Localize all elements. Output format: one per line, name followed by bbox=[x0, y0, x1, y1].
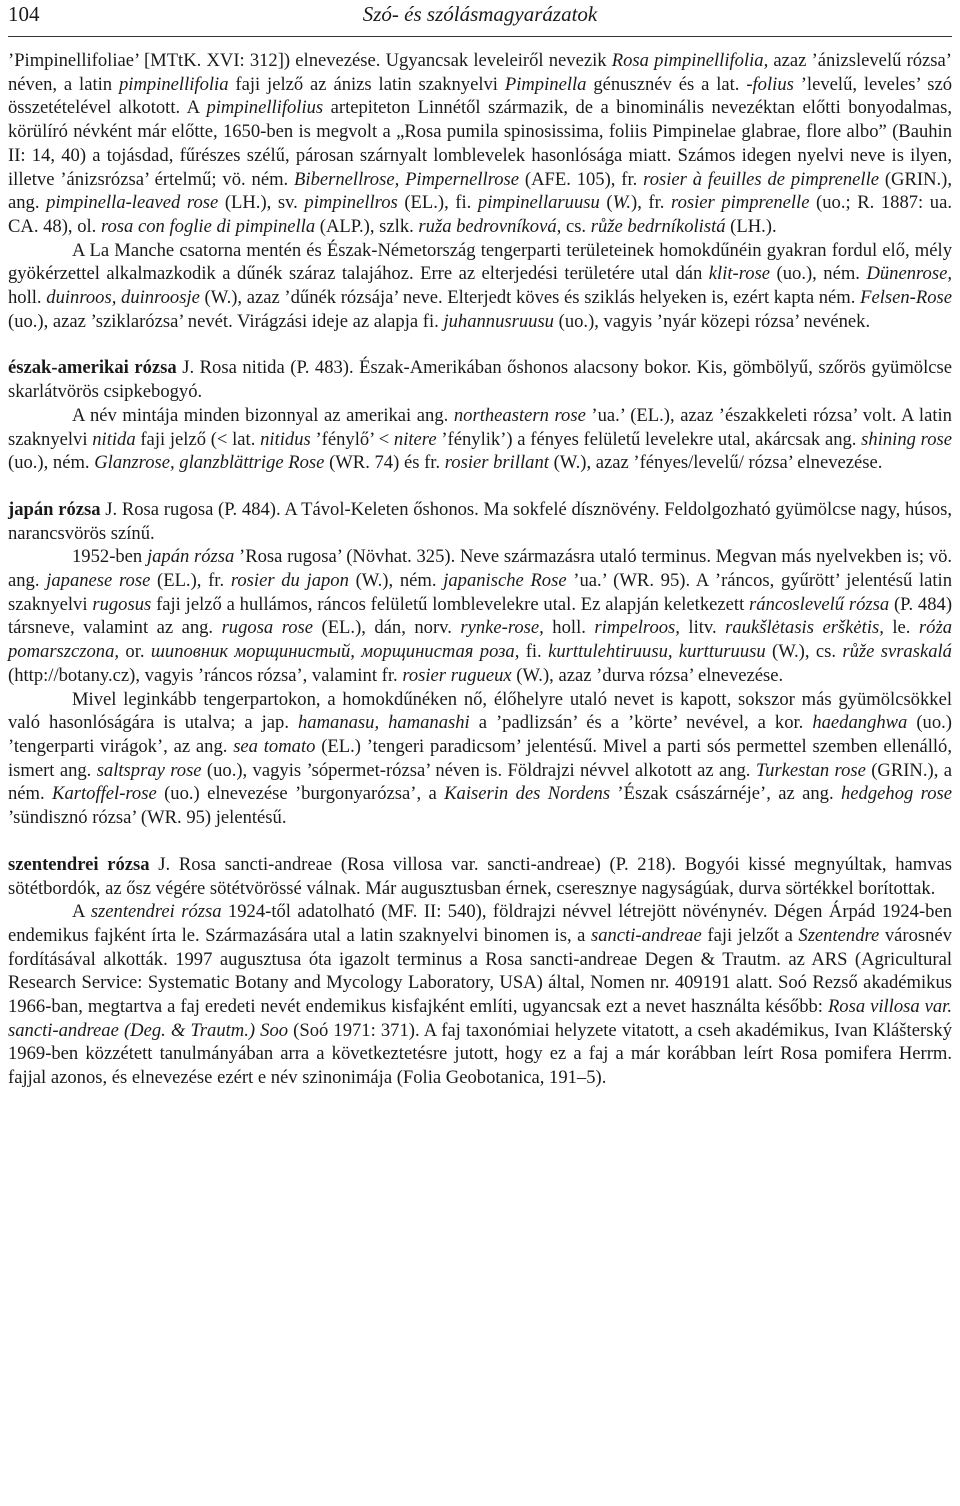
text-run: (uo.), vagyis ’sópermet-rózsa’ néven is. Földrajzi névvel alkotott az ang. bbox=[201, 759, 756, 781]
italic-term: japanische Rose bbox=[443, 570, 567, 592]
italic-term: rugosa rose bbox=[221, 617, 314, 639]
text-run: ’Rosa rugosa’ (Növhat. 325). Neve származásra utaló terminus. Megvan más nyelvekben is; vö. ang. bbox=[8, 546, 953, 592]
entry-separator bbox=[8, 333, 952, 356]
text-run: (uo.; R. 1887: ua. CA. 48), ol. bbox=[8, 192, 952, 237]
text-run: holl. bbox=[8, 287, 47, 309]
text-run: (W.), azaz ’dűnék rózsája’ neve. Elterjedt köves és sziklás helyeken is, ezért kapta ném. bbox=[199, 287, 861, 309]
text-run: (W.), cs. bbox=[765, 641, 843, 663]
text-run: (EL.), fi. bbox=[397, 192, 478, 214]
text-run: (W.), azaz ’durva rózsa’ elnevezése. bbox=[511, 664, 784, 686]
italic-term: japán rózsa bbox=[146, 546, 235, 568]
text-run: ’sündisznó rózsa’ (WR. 95) jelentésű. bbox=[8, 807, 287, 829]
text-run: J. Rosa sancti-andreae (Rosa villosa var. sancti-andreae) (P. 218). Bogyói kissé megnyúltak, hamvas sötétbordók, az ősz végére sötétvörössé válnak. Már augusztusban érnek, cseresznye nagyságúak, durva sörtékkel borítottak. bbox=[8, 853, 953, 899]
italic-term: duinroos, duinroosje bbox=[46, 287, 200, 309]
text-run: J. Rosa nitida (P. 483). Észak-Amerikában őshonos alacsony bokor. Kis, gömbölyű, szőrös gyümölcse skarlátvörös csipkebogyó. bbox=[8, 357, 952, 403]
italic-term: haedanghwa bbox=[812, 712, 908, 734]
italic-term: pimpinellifolius bbox=[206, 97, 324, 119]
entry-headword: észak-amerikai rózsa bbox=[8, 357, 177, 379]
italic-term: rosier pimprenelle bbox=[671, 192, 810, 214]
italic-term: rugosus bbox=[92, 593, 152, 615]
text-run: városnév fordításával alkották. 1997 augusztusa óta igazolt terminus a Rosa sancti-andreae Degen & Trautm. az ARS (Agricultural Research Service: Systematic Botany and Mycology Laboratory, USA) által, Nomen nr. 409191 alatt. Soó Rezső akadémikus 1966-ban, megtartva a faj eredeti nevét endemikus kisfajként említi, ugyancsak ezt a nevet használta később: bbox=[8, 924, 952, 1018]
text-run: (WR. 74) és fr. bbox=[324, 452, 445, 474]
italic-term: sea tomato bbox=[233, 735, 316, 757]
italic-term: pimpinella-leaved rose bbox=[46, 192, 219, 214]
text-run: ’levelű, leveles’ szó összetételével alkotott. A bbox=[8, 73, 952, 119]
text-run: (GRIN.), a ném. bbox=[8, 759, 952, 805]
text-run: (LH.). bbox=[725, 215, 777, 237]
italic-term: shining rose bbox=[861, 428, 952, 450]
text-run: or. bbox=[119, 641, 151, 663]
italic-term: Felsen-Rose bbox=[860, 287, 952, 309]
text-run: azaz ’ánizslevelű rózsa’ néven, a latin bbox=[8, 50, 952, 95]
text-run: (W.), azaz ’fényes/levelű/ rózsa’ elnevezése. bbox=[548, 452, 883, 474]
text-run: faji jelző a hullámos, ráncos felületű lomblevelekre utal. Ez alapján keletkezett bbox=[151, 593, 750, 615]
text-run: A név mintája minden bizonnyal az amerikai ang. bbox=[72, 404, 454, 426]
text-run: ( bbox=[599, 192, 613, 214]
italic-term: ruža bedrovníková, bbox=[418, 215, 562, 237]
text-run: (W.), ném. bbox=[348, 570, 444, 592]
italic-term: rosier du japon bbox=[230, 570, 349, 592]
italic-term: nitidus bbox=[260, 428, 311, 450]
text-run: Mivel leginkább tengerpartokon, a homokdűnéken nő, élőhelyre utaló nevet is kapott, sokszor más gyümölcsökkel való hasonlóságára is utalva; a jap. bbox=[8, 688, 952, 734]
text-run: ’fénylő’ < bbox=[310, 428, 394, 450]
text-run: (GRIN.), ang. bbox=[8, 168, 952, 214]
italic-term: rimpelroos, bbox=[594, 617, 680, 639]
text-run: (EL.), dán, norv. bbox=[313, 617, 461, 639]
text-run: génusznév és a lat. bbox=[586, 73, 747, 95]
text-run: (Soó 1971: 371). A faj taxonómiai helyzete vitatott, a cseh akadémikus, Ivan Klášterský 1969-ben közzétett tanulmányában arra a következtetésre jutott, hogy ez a faj a már korábban leírt Rosa pomifera Herrm. fajjal azonos, és elnevezése ezért e név szinonimája (Folia Geobotanica, 191–5). bbox=[8, 1019, 952, 1089]
paragraph bbox=[8, 239, 952, 334]
paragraph bbox=[8, 545, 952, 687]
paragraph bbox=[8, 49, 952, 239]
text-run: (http://botany.cz), vagyis ’ráncos rózsa’, valamint fr. bbox=[8, 664, 403, 686]
text-run: A La Manche csatorna mentén és Észak-Németország tengerparti területeinek homokdűnéin gyakran fordul elő, mély gyökérzettel alkalmazkodik a dűnék száraz talajához. Erre az elterjedési területére utal dán bbox=[8, 239, 952, 285]
italic-term: szentendrei rózsa bbox=[90, 901, 222, 923]
italic-term: pimpinellaruusu bbox=[477, 192, 600, 214]
italic-term: Turkestan rose bbox=[755, 759, 866, 781]
italic-term: northeastern rose bbox=[453, 404, 586, 426]
text-run: (ALP.), szlk. bbox=[315, 215, 419, 237]
italic-term: Kartoffel-rose bbox=[52, 783, 157, 805]
text-run: 1924-től adatolható (MF. II: 540), földrajzi névvel létrejött növénynév. Dégen Árpád 1924-ben endemikus fajként írta le. Származására utal a latin szaknyelvi binomen is, a bbox=[8, 901, 952, 946]
header-rule bbox=[8, 36, 952, 37]
text-run: ), fr. bbox=[631, 192, 672, 214]
article-body bbox=[8, 49, 952, 1090]
italic-term: шиповник морщинистый, морщинистая роза, bbox=[150, 641, 520, 663]
paragraph bbox=[8, 900, 952, 1090]
entry-separator bbox=[8, 475, 952, 498]
text-run: (uo.) elnevezése ’burgonyarózsa’, a bbox=[156, 783, 445, 805]
italic-term: juhannusruusu bbox=[443, 310, 554, 332]
italic-term: růže bedrníkolistá bbox=[590, 215, 726, 237]
italic-term: klit-rose bbox=[708, 263, 771, 285]
italic-term: pimpinellros bbox=[304, 192, 398, 214]
italic-term: rynke-rose, bbox=[460, 617, 544, 639]
italic-term: róża pomarszczona, bbox=[8, 617, 952, 663]
text-run: (LH.), sv. bbox=[218, 192, 305, 214]
paragraph bbox=[8, 853, 952, 900]
text-run: 1952-ben bbox=[72, 546, 147, 568]
text-run: (P. 484) társneve, valamint az ang. bbox=[8, 593, 953, 639]
text-run: cs. bbox=[561, 215, 591, 237]
italic-term: ráncoslevelű rózsa bbox=[749, 593, 890, 615]
page-header bbox=[8, 0, 952, 36]
text-run: faji jelzőt a bbox=[701, 924, 799, 946]
italic-term: Bibernellrose, Pimpernellrose bbox=[294, 168, 520, 190]
text-run: ’ua.’ (WR. 95). A ’ráncos, gyűrött’ jelentésű latin szaknyelvi bbox=[8, 570, 952, 615]
text-run: ’fénylik’) a fényes felületű levelekre utal, akárcsak ang. bbox=[436, 428, 862, 450]
paragraph bbox=[8, 498, 952, 545]
text-run: (uo.), ném. bbox=[770, 263, 867, 285]
text-run: a ’padlizsán’ és a ’körte’ nevével, a kor. bbox=[469, 712, 813, 734]
entry-headword: japán rózsa bbox=[8, 498, 101, 520]
text-run: ’ua.’ (EL.), azaz ’északkeleti rózsa’ volt. A latin szaknyelvi bbox=[8, 404, 952, 450]
paragraph bbox=[8, 404, 952, 475]
paragraph bbox=[8, 688, 952, 830]
italic-term: rosa con foglie di pimpinella bbox=[100, 215, 316, 237]
italic-term: Glanzrose, glanzblättrige Rose bbox=[94, 452, 325, 474]
text-run: (uo.), ném. bbox=[8, 452, 95, 474]
text-run: fi. bbox=[519, 641, 549, 663]
italic-term: růže svraskalá bbox=[842, 641, 952, 663]
italic-term: rosier à feuilles de pimprenelle bbox=[643, 168, 879, 190]
italic-term: Rosa villosa var. sancti-andreae (Deg. & Trautm.) Soo bbox=[8, 996, 952, 1041]
italic-term: hedgehog rose bbox=[841, 783, 952, 805]
text-run: faji jelző (< lat. bbox=[135, 428, 261, 450]
italic-term: sancti-andreae bbox=[590, 924, 702, 946]
italic-term: Szentendre bbox=[798, 924, 880, 946]
italic-term: nitere bbox=[393, 428, 437, 450]
italic-term: raukšlėtasis erškėtis, bbox=[725, 617, 884, 639]
italic-term: Kaiserin des Nordens bbox=[444, 783, 611, 805]
italic-term: Dünenrose, bbox=[866, 263, 952, 285]
text-run: le. bbox=[883, 617, 919, 639]
text-run: (EL.) ’tengeri paradicsom’ jelentésű. Mivel a parti sós permettel szemben ellenálló, ismert ang. bbox=[8, 735, 953, 781]
italic-term: nitida bbox=[92, 428, 136, 450]
text-run: ’Pimpinellifoliae’ [MTtK. XVI: 312]) elnevezése. Ugyancsak leveleiről nevezik bbox=[8, 50, 612, 71]
running-title: Szó- és szólásmagyarázatok bbox=[362, 2, 598, 26]
text-run: faji jelző az ánizs latin szaknyelvi bbox=[228, 73, 505, 95]
text-run: (uo.) ’tengerparti virágok’, az ang. bbox=[8, 712, 952, 757]
page-number: 104 bbox=[8, 2, 40, 26]
text-run: (AFE. 105), fr. bbox=[519, 168, 644, 190]
italic-term: pimpinellifolia bbox=[119, 73, 229, 95]
text-run: holl. bbox=[543, 617, 595, 639]
text-run: ’Észak császárnéje’, az ang. bbox=[610, 783, 841, 805]
italic-term: saltspray rose bbox=[96, 759, 202, 781]
text-run: (uo.), azaz ’sziklarózsa’ nevét. Virágzási ideje az alapja fi. bbox=[8, 310, 444, 332]
italic-term: -folius bbox=[746, 73, 794, 95]
text-run: (EL.), fr. bbox=[150, 570, 231, 592]
italic-term: hamanasu, hamanashi bbox=[298, 712, 470, 734]
italic-term: rosier rugueux bbox=[402, 664, 512, 686]
italic-term: japanese rose bbox=[46, 570, 151, 592]
text-run: A bbox=[72, 901, 91, 923]
text-run: artepiteton Linnétől származik, de a binominális nevezéktan előtti bonyodalmas, körülíró névként már előtte, 1650-ben is megvolt a „Rosa pumila spinosissima, foliis Pimpinelae glabrae, flore albo” (Bauhin II: 14, 40) a tojásdad, fűrészes szélű, párosan szárnyalt lomblevelek hasonlósága miatt. Számos idegen nyelvi neve is ilyen, illetve ’ánizsrózsa’ értelmű; vö. ném. bbox=[8, 97, 952, 190]
text-run: (uo.), vagyis ’nyár közepi rózsa’ nevének. bbox=[553, 310, 871, 332]
italic-term: Rosa pimpinellifolia, bbox=[611, 50, 769, 71]
entry-separator bbox=[8, 830, 952, 853]
paragraph bbox=[8, 356, 952, 403]
italic-term: W. bbox=[612, 192, 632, 214]
italic-term: Pimpinella bbox=[504, 73, 587, 95]
italic-term: rosier brillant bbox=[444, 452, 549, 474]
entry-headword: szentendrei rózsa bbox=[8, 853, 150, 875]
text-run: J. Rosa rugosa (P. 484). A Távol-Keleten őshonos. Ma sokfelé dísznövény. Feldolgozható gyümölcse nagy, húsos, narancsvörös színű. bbox=[8, 498, 952, 544]
italic-term: kurttulehtiruusu, kurtturuusu bbox=[548, 641, 766, 663]
text-run: litv. bbox=[679, 617, 726, 639]
